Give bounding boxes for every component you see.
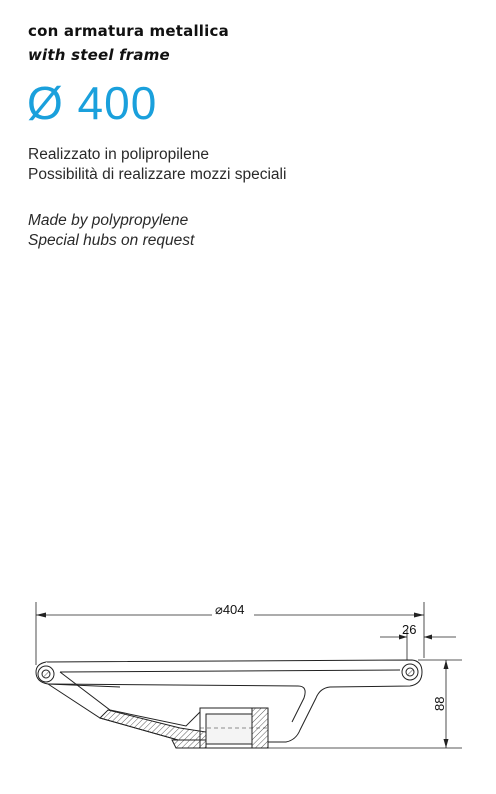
description-english-line-1: Made by polypropylene [28, 212, 189, 229]
dimension-diameter-label: ⌀404 [215, 602, 245, 617]
description-italian-line-1: Realizzato in polipropilene [28, 146, 209, 163]
description-italian-line-2: Possibilità di realizzare mozzi speciali [28, 166, 287, 183]
technical-drawing [0, 590, 496, 790]
product-title-english: with steel frame [28, 46, 170, 64]
dimension-rim-label: 26 [402, 622, 417, 637]
dimension-overall-diameter [36, 602, 424, 665]
description-english [28, 211, 194, 251]
description-english-line-2: Special hubs on request [28, 232, 195, 249]
product-title-italian: con armatura metallica [28, 22, 229, 40]
dimension-rim-width [380, 622, 456, 662]
handwheel-section [36, 660, 422, 748]
dimension-height-label: 88 [432, 696, 447, 711]
description-italian [28, 145, 286, 185]
diameter-heading: Ø 400 [27, 77, 158, 129]
